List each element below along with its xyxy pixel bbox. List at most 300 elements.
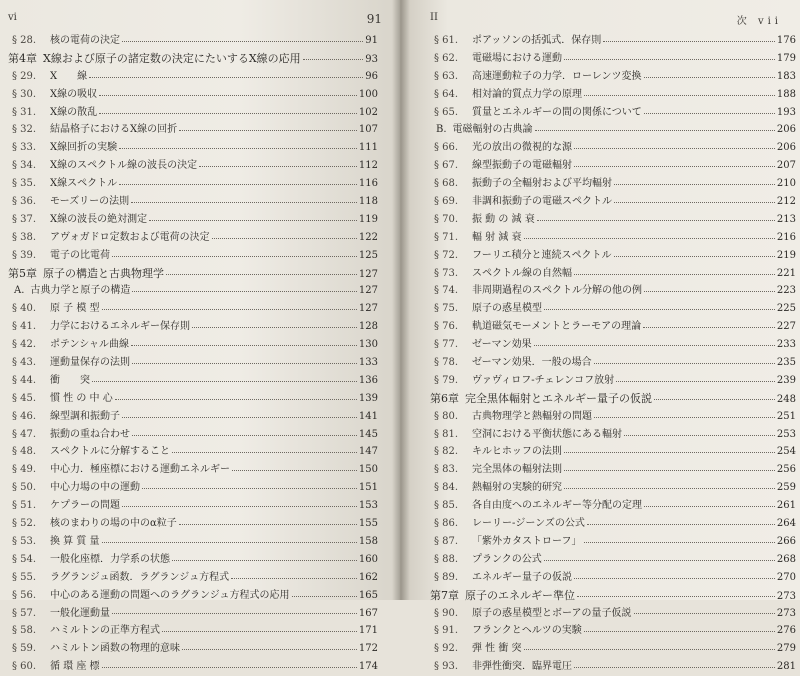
toc-entry-number: § 32. <box>12 124 37 136</box>
toc-entry <box>430 175 796 193</box>
toc-entry-number: § 29. <box>12 70 37 82</box>
toc-entry <box>8 193 378 211</box>
dot-leader <box>102 541 357 543</box>
toc-entry-page: 100 <box>358 88 378 100</box>
toc-entry <box>430 139 796 157</box>
dot-leader <box>231 577 357 579</box>
toc-entry <box>430 282 796 300</box>
toc-entry-number: § 40. <box>12 303 37 315</box>
book-gutter <box>392 0 410 600</box>
dot-leader <box>132 434 357 436</box>
toc-entry-page: 223 <box>776 285 796 297</box>
toc-entry-title: X線の吸収 <box>50 88 98 100</box>
dot-leader <box>192 326 357 328</box>
toc-entry-title: X 線 <box>50 70 88 82</box>
toc-entry <box>8 354 378 372</box>
toc-entry-page: 174 <box>358 661 378 673</box>
toc-entry-title: 核のまわりの場の中のα粒子 <box>50 518 177 530</box>
toc-entry-page: 171 <box>358 625 378 637</box>
dot-leader <box>162 630 357 632</box>
dot-leader <box>584 94 775 96</box>
dot-leader <box>119 183 357 185</box>
toc-entry <box>8 605 378 623</box>
toc-entry-page: 172 <box>358 643 378 655</box>
toc-entry-title: 高速運動粒子の力学．ローレンツ変換 <box>472 70 642 82</box>
dot-leader <box>102 308 357 310</box>
toc-entry-number: § 76. <box>434 321 459 333</box>
toc-entry-title: 光の放出の微視的な源 <box>472 142 572 154</box>
toc-entry-number: § 93. <box>434 661 459 673</box>
toc-entry <box>8 587 378 605</box>
toc-entry-page: 179 <box>776 52 796 64</box>
toc-entry-title: アヴォガドロ定数および電荷の決定 <box>50 231 210 243</box>
toc-entry-page: 233 <box>776 339 796 351</box>
toc-entry-page: 261 <box>776 500 796 512</box>
toc-entry <box>8 515 378 533</box>
right-toc-list <box>430 32 796 676</box>
toc-entry-title: 原子のエネルギー準位 <box>465 588 575 602</box>
toc-entry <box>8 372 378 390</box>
toc-entry <box>430 426 796 444</box>
dot-leader <box>524 648 775 650</box>
dot-leader <box>614 183 775 185</box>
toc-entry <box>8 497 378 515</box>
toc-entry-title: 振動子の全輻射および平均輻射 <box>472 178 612 190</box>
toc-entry-number: § 90. <box>434 607 459 619</box>
dot-leader <box>574 147 775 149</box>
toc-entry-number: § 85. <box>434 500 459 512</box>
dot-leader <box>132 362 357 364</box>
toc-entry-title: プランクの公式 <box>472 553 542 565</box>
toc-entry <box>8 443 378 461</box>
toc-entry-title: 相対論的質点力学の原理 <box>472 88 582 100</box>
toc-entry-number: 第7章 <box>430 588 459 602</box>
dot-leader <box>112 255 357 257</box>
toc-entry <box>8 175 378 193</box>
toc-entry-number: § 69. <box>434 196 459 208</box>
toc-entry-number: § 56. <box>12 589 37 601</box>
dot-leader <box>603 40 775 42</box>
toc-entry-title: X線のスペクトル線の波長の決定 <box>50 160 198 172</box>
toc-entry-page: 254 <box>776 446 796 458</box>
toc-entry <box>8 479 378 497</box>
toc-entry-title: X線および原子の諸定数の決定にたいするX線の応用 <box>43 51 301 65</box>
toc-entry-page: 150 <box>358 464 378 476</box>
toc-entry <box>8 50 378 68</box>
toc-entry-number: § 57. <box>12 607 37 619</box>
dot-leader <box>643 326 775 328</box>
toc-entry-number: § 65. <box>434 106 459 118</box>
toc-entry-title: 一般化座標．力学系の状態 <box>50 553 170 565</box>
toc-entry <box>430 265 796 283</box>
toc-entry-title: 中心力場の中の運動 <box>50 482 140 494</box>
toc-entry-number: § 68. <box>434 178 459 190</box>
toc-entry <box>8 300 378 318</box>
toc-entry-page: 122 <box>358 231 378 243</box>
toc-entry <box>430 479 796 497</box>
toc-entry-number: § 89. <box>434 571 459 583</box>
toc-entry-number: § 71. <box>434 231 459 243</box>
dot-leader <box>172 451 357 453</box>
right-page-header-prefix: II <box>430 12 438 23</box>
toc-entry-title: 弾 性 衝 突 <box>472 643 522 655</box>
toc-entry <box>430 605 796 623</box>
toc-entry <box>8 533 378 551</box>
toc-entry-title: 熱輻射の実験的研究 <box>472 482 562 494</box>
toc-entry-title: ポテンシャル曲線 <box>50 339 130 351</box>
toc-entry <box>8 461 378 479</box>
toc-entry <box>8 551 378 569</box>
toc-entry-page: 273 <box>776 590 796 602</box>
toc-entry-number: B. <box>436 124 447 136</box>
toc-entry-page: 93 <box>365 53 378 65</box>
toc-entry-title: 原 子 模 型 <box>50 303 100 315</box>
toc-entry-number: § 51. <box>12 500 37 512</box>
toc-entry-page: 112 <box>358 160 378 172</box>
dot-leader <box>166 273 357 275</box>
toc-entry-number: § 48. <box>12 446 37 458</box>
toc-entry-title: 古典物理学と熱輻射の問題 <box>472 410 592 422</box>
toc-entry-number: § 31. <box>12 106 37 118</box>
toc-entry-title: 力学におけるエネルギー保存則 <box>50 321 190 333</box>
toc-entry-title: 慣 性 の 中 心 <box>50 392 113 404</box>
toc-entry-title: エネルギー量子の仮説 <box>472 571 572 583</box>
dot-leader <box>122 505 357 507</box>
toc-entry-title: フーリエ積分と連続スペクトル <box>472 249 612 261</box>
toc-entry-number: § 39. <box>12 249 37 261</box>
toc-entry-title: 線型調和振動子 <box>50 410 120 422</box>
toc-entry-page: 141 <box>358 410 378 422</box>
toc-entry-title: 完全黒体の輻射法則 <box>472 464 562 476</box>
toc-entry-number: § 72. <box>434 249 459 261</box>
dot-leader <box>122 40 363 42</box>
toc-entry-page: 268 <box>776 553 796 565</box>
toc-entry-page: 253 <box>776 428 796 440</box>
toc-entry-number: 第4章 <box>8 51 37 65</box>
toc-entry-title: 非弾性衝突．臨界電圧 <box>472 661 572 673</box>
toc-entry-title: 運動量保存の法則 <box>50 357 130 369</box>
toc-entry-title: 原子の惑星模型 <box>472 303 542 315</box>
toc-entry-number: § 37. <box>12 213 37 225</box>
toc-entry-page: 118 <box>358 196 378 208</box>
toc-entry <box>430 640 796 658</box>
toc-entry-page: 264 <box>776 518 796 530</box>
toc-entry-page: 276 <box>776 625 796 637</box>
toc-entry-title: フランクとヘルツの実験 <box>472 625 582 637</box>
toc-entry <box>8 229 378 247</box>
toc-entry-page: 256 <box>776 464 796 476</box>
toc-entry-title: スペクトル線の自然幅 <box>472 267 572 279</box>
toc-entry-title: ハミルトン函数の物理的意味 <box>50 643 180 655</box>
dot-leader <box>574 273 775 275</box>
toc-entry-page: 127 <box>358 303 378 315</box>
toc-entry-title: ポアッソンの括弧式．保存則 <box>472 35 602 46</box>
toc-entry-page: 279 <box>776 643 796 655</box>
dot-leader <box>614 255 775 257</box>
toc-entry <box>430 443 796 461</box>
toc-entry-page: 130 <box>358 339 378 351</box>
toc-entry-page: 206 <box>776 124 796 136</box>
toc-entry-number: § 80. <box>434 410 459 422</box>
toc-entry-title: X線の波長の絶対測定 <box>50 213 148 225</box>
toc-entry-number: § 64. <box>434 88 459 100</box>
toc-entry-page: 270 <box>776 571 796 583</box>
toc-entry-page: 266 <box>776 535 796 547</box>
toc-entry-page: 239 <box>776 374 796 386</box>
toc-entry-page: 212 <box>776 196 796 208</box>
toc-entry <box>430 408 796 426</box>
toc-entry-page: 259 <box>776 482 796 494</box>
toc-entry-page: 281 <box>776 661 796 673</box>
dot-leader <box>112 612 357 614</box>
toc-entry-title: 非調和振動子の電磁スペクトル <box>472 196 612 208</box>
toc-entry <box>430 569 796 587</box>
dot-leader <box>644 290 775 292</box>
dot-leader <box>654 398 775 400</box>
toc-entry <box>430 32 796 50</box>
toc-entry-page: 127 <box>358 285 378 297</box>
toc-entry-title: 電磁場における運動 <box>472 52 562 64</box>
dot-leader <box>616 380 775 382</box>
toc-entry <box>430 372 796 390</box>
toc-entry-page: 136 <box>358 374 378 386</box>
dot-leader <box>119 147 357 149</box>
dot-leader <box>199 165 357 167</box>
toc-entry-title: ゼーマン効果 <box>472 339 532 351</box>
toc-entry-number: § 84. <box>434 482 459 494</box>
toc-entry-title: ハミルトンの正準方程式 <box>50 625 160 637</box>
toc-entry-title: 原子の構造と古典物理学 <box>43 266 164 280</box>
dot-leader <box>624 434 775 436</box>
toc-entry <box>8 86 378 104</box>
toc-entry-number: § 55. <box>12 571 37 583</box>
toc-entry-page: 145 <box>358 428 378 440</box>
toc-entry-title: 換 算 質 量 <box>50 535 100 547</box>
toc-entry-title: ゼーマン効果．一般の場合 <box>472 357 592 369</box>
toc-entry-title: 電磁輻射の古典論 <box>452 124 533 136</box>
dot-leader <box>644 505 775 507</box>
right-page <box>400 0 800 673</box>
toc-entry <box>430 300 796 318</box>
toc-entry-number: § 81. <box>434 428 459 440</box>
toc-entry-title: スペクトルに分解すること <box>50 446 170 458</box>
toc-entry-title: X線回折の実験 <box>50 142 118 154</box>
toc-entry-title: モーズリーの法則 <box>50 196 130 208</box>
toc-entry <box>430 68 796 86</box>
right-page-running-head: 次 vii <box>736 16 782 27</box>
toc-entry-page: 128 <box>358 321 378 333</box>
toc-entry-title: 「紫外カタストローフ」 <box>472 535 582 547</box>
toc-entry-page: 151 <box>358 482 378 494</box>
dot-leader <box>614 201 775 203</box>
toc-entry <box>8 121 378 139</box>
dot-leader <box>92 380 357 382</box>
toc-entry-number: § 86. <box>434 518 459 530</box>
toc-entry-title: キルヒホッフの法則 <box>472 446 562 458</box>
toc-entry-title: 核の電荷の決定 <box>50 35 120 46</box>
toc-entry-page: 127 <box>358 268 378 280</box>
dot-leader <box>99 112 357 114</box>
toc-entry-title: 線型振動子の電磁輻射 <box>472 160 572 172</box>
toc-entry-number: § 88. <box>434 553 459 565</box>
toc-entry-page: 167 <box>358 607 378 619</box>
toc-entry-number: § 49. <box>12 464 37 476</box>
toc-entry-number: § 61. <box>434 35 459 46</box>
dot-leader <box>564 469 775 471</box>
dot-leader <box>303 58 364 60</box>
toc-entry <box>430 533 796 551</box>
toc-entry <box>8 426 378 444</box>
toc-entry-page: 213 <box>776 213 796 225</box>
toc-entry-number: 第6章 <box>430 391 459 405</box>
toc-entry <box>8 640 378 658</box>
toc-entry-title: 循 環 座 標 <box>50 661 100 673</box>
toc-entry <box>430 50 796 68</box>
toc-entry-page: 165 <box>358 589 378 601</box>
toc-entry-page: 102 <box>358 106 378 118</box>
toc-entry <box>430 229 796 247</box>
dot-leader <box>132 290 357 292</box>
toc-entry-number: § 54. <box>12 553 37 565</box>
toc-entry-page: 111 <box>358 142 378 154</box>
dot-leader <box>594 416 775 418</box>
toc-entry-page: 107 <box>358 124 378 136</box>
toc-entry-number: § 83. <box>434 464 459 476</box>
dot-leader <box>634 612 775 614</box>
toc-entry <box>8 282 378 300</box>
toc-entry <box>430 497 796 515</box>
toc-entry-title: 各自由度へのエネルギー等分配の定理 <box>472 500 642 512</box>
toc-entry-title: 衝 突 <box>50 374 90 386</box>
toc-entry-page: 221 <box>776 267 796 279</box>
dot-leader <box>102 666 357 668</box>
toc-entry-number: § 92. <box>434 643 459 655</box>
toc-entry-title: 中心力．極座標における運動エネルギー <box>50 464 230 476</box>
toc-entry-title: ケプラーの問題 <box>50 500 120 512</box>
toc-entry-title: 完全黒体輻射とエネルギー量子の仮説 <box>465 391 652 405</box>
toc-entry-page: 176 <box>776 35 796 46</box>
toc-entry <box>8 408 378 426</box>
toc-entry <box>430 247 796 265</box>
toc-entry-page: 193 <box>776 106 796 118</box>
toc-entry-title: 古典力学と原子の構造 <box>30 285 131 297</box>
toc-entry-number: § 87. <box>434 535 459 547</box>
toc-entry-page: 216 <box>776 231 796 243</box>
toc-entry <box>8 265 378 283</box>
toc-entry <box>430 211 796 229</box>
toc-entry <box>430 157 796 175</box>
left-page-roman-number: vi <box>8 12 17 23</box>
dot-leader <box>142 487 357 489</box>
toc-entry-page: 147 <box>358 446 378 458</box>
toc-entry-page: 153 <box>358 500 378 512</box>
toc-entry-title: 質量とエネルギーの間の関係について <box>472 106 642 118</box>
toc-entry-number: § 33. <box>12 142 37 154</box>
toc-entry-number: § 50. <box>12 482 37 494</box>
toc-entry-page: 162 <box>358 571 378 583</box>
toc-entry-number: § 66. <box>434 142 459 154</box>
toc-entry-number: § 46. <box>12 410 37 422</box>
dot-leader <box>122 416 357 418</box>
dot-leader <box>212 237 357 239</box>
dot-leader <box>179 129 357 131</box>
toc-entry-number: § 63. <box>434 70 459 82</box>
toc-entry <box>430 390 796 408</box>
toc-entry-page: 227 <box>776 321 796 333</box>
toc-entry <box>430 587 796 605</box>
toc-entry-page: 160 <box>358 553 378 565</box>
toc-entry-page: 155 <box>358 518 378 530</box>
dot-leader <box>584 541 775 543</box>
toc-entry-number: § 58. <box>12 625 37 637</box>
toc-entry-page: 207 <box>776 160 796 172</box>
toc-entry-page: 210 <box>776 178 796 190</box>
toc-entry-page: 125 <box>358 249 378 261</box>
dot-leader <box>534 344 775 346</box>
toc-entry-number: § 53. <box>12 535 37 547</box>
dot-leader <box>574 165 775 167</box>
toc-entry-page: 119 <box>358 213 378 225</box>
toc-entry-title: 振動の重ね合わせ <box>50 428 130 440</box>
toc-entry <box>430 121 796 139</box>
toc-entry-title: 原子の惑星模型とボーアの量子仮説 <box>472 607 632 619</box>
dot-leader <box>172 559 357 561</box>
toc-entry-page: 96 <box>365 70 378 82</box>
dot-leader <box>574 577 775 579</box>
dot-leader <box>577 595 775 597</box>
dot-leader <box>115 398 357 400</box>
toc-entry <box>430 318 796 336</box>
dot-leader <box>292 595 357 597</box>
toc-entry-page: 251 <box>776 410 796 422</box>
toc-entry <box>430 551 796 569</box>
toc-entry-page: 219 <box>776 249 796 261</box>
toc-entry-number: § 38. <box>12 231 37 243</box>
toc-entry-title: レーリー-ジーンズの公式 <box>472 518 585 530</box>
toc-entry-title: 電子の比電荷 <box>50 249 110 261</box>
toc-entry <box>8 32 378 50</box>
toc-entry-page: 206 <box>776 142 796 154</box>
toc-entry-number: § 45. <box>12 392 37 404</box>
dot-leader <box>131 201 357 203</box>
toc-entry-page: 91 <box>365 35 378 46</box>
dot-leader <box>182 648 357 650</box>
toc-entry <box>430 461 796 479</box>
toc-entry <box>8 139 378 157</box>
toc-entry-title: 結晶格子におけるX線の回折 <box>50 124 178 136</box>
toc-entry-page: 133 <box>358 357 378 369</box>
toc-entry-page: 183 <box>776 70 796 82</box>
toc-entry <box>8 318 378 336</box>
toc-entry <box>8 622 378 640</box>
toc-entry-number: § 52. <box>12 518 37 530</box>
toc-entry-page: 116 <box>358 178 378 190</box>
dot-leader <box>537 219 775 221</box>
toc-entry-number: § 41. <box>12 321 37 333</box>
toc-entry <box>8 658 378 676</box>
dot-leader <box>89 76 363 78</box>
toc-entry-page: 158 <box>358 535 378 547</box>
toc-entry-page: 273 <box>776 607 796 619</box>
dot-leader <box>232 469 357 471</box>
dot-leader <box>564 487 775 489</box>
toc-entry-number: § 30. <box>12 88 37 100</box>
toc-entry <box>430 336 796 354</box>
toc-entry-number: § 62. <box>434 52 459 64</box>
toc-entry-number: A. <box>14 285 25 297</box>
left-page <box>0 0 400 673</box>
toc-entry <box>8 336 378 354</box>
